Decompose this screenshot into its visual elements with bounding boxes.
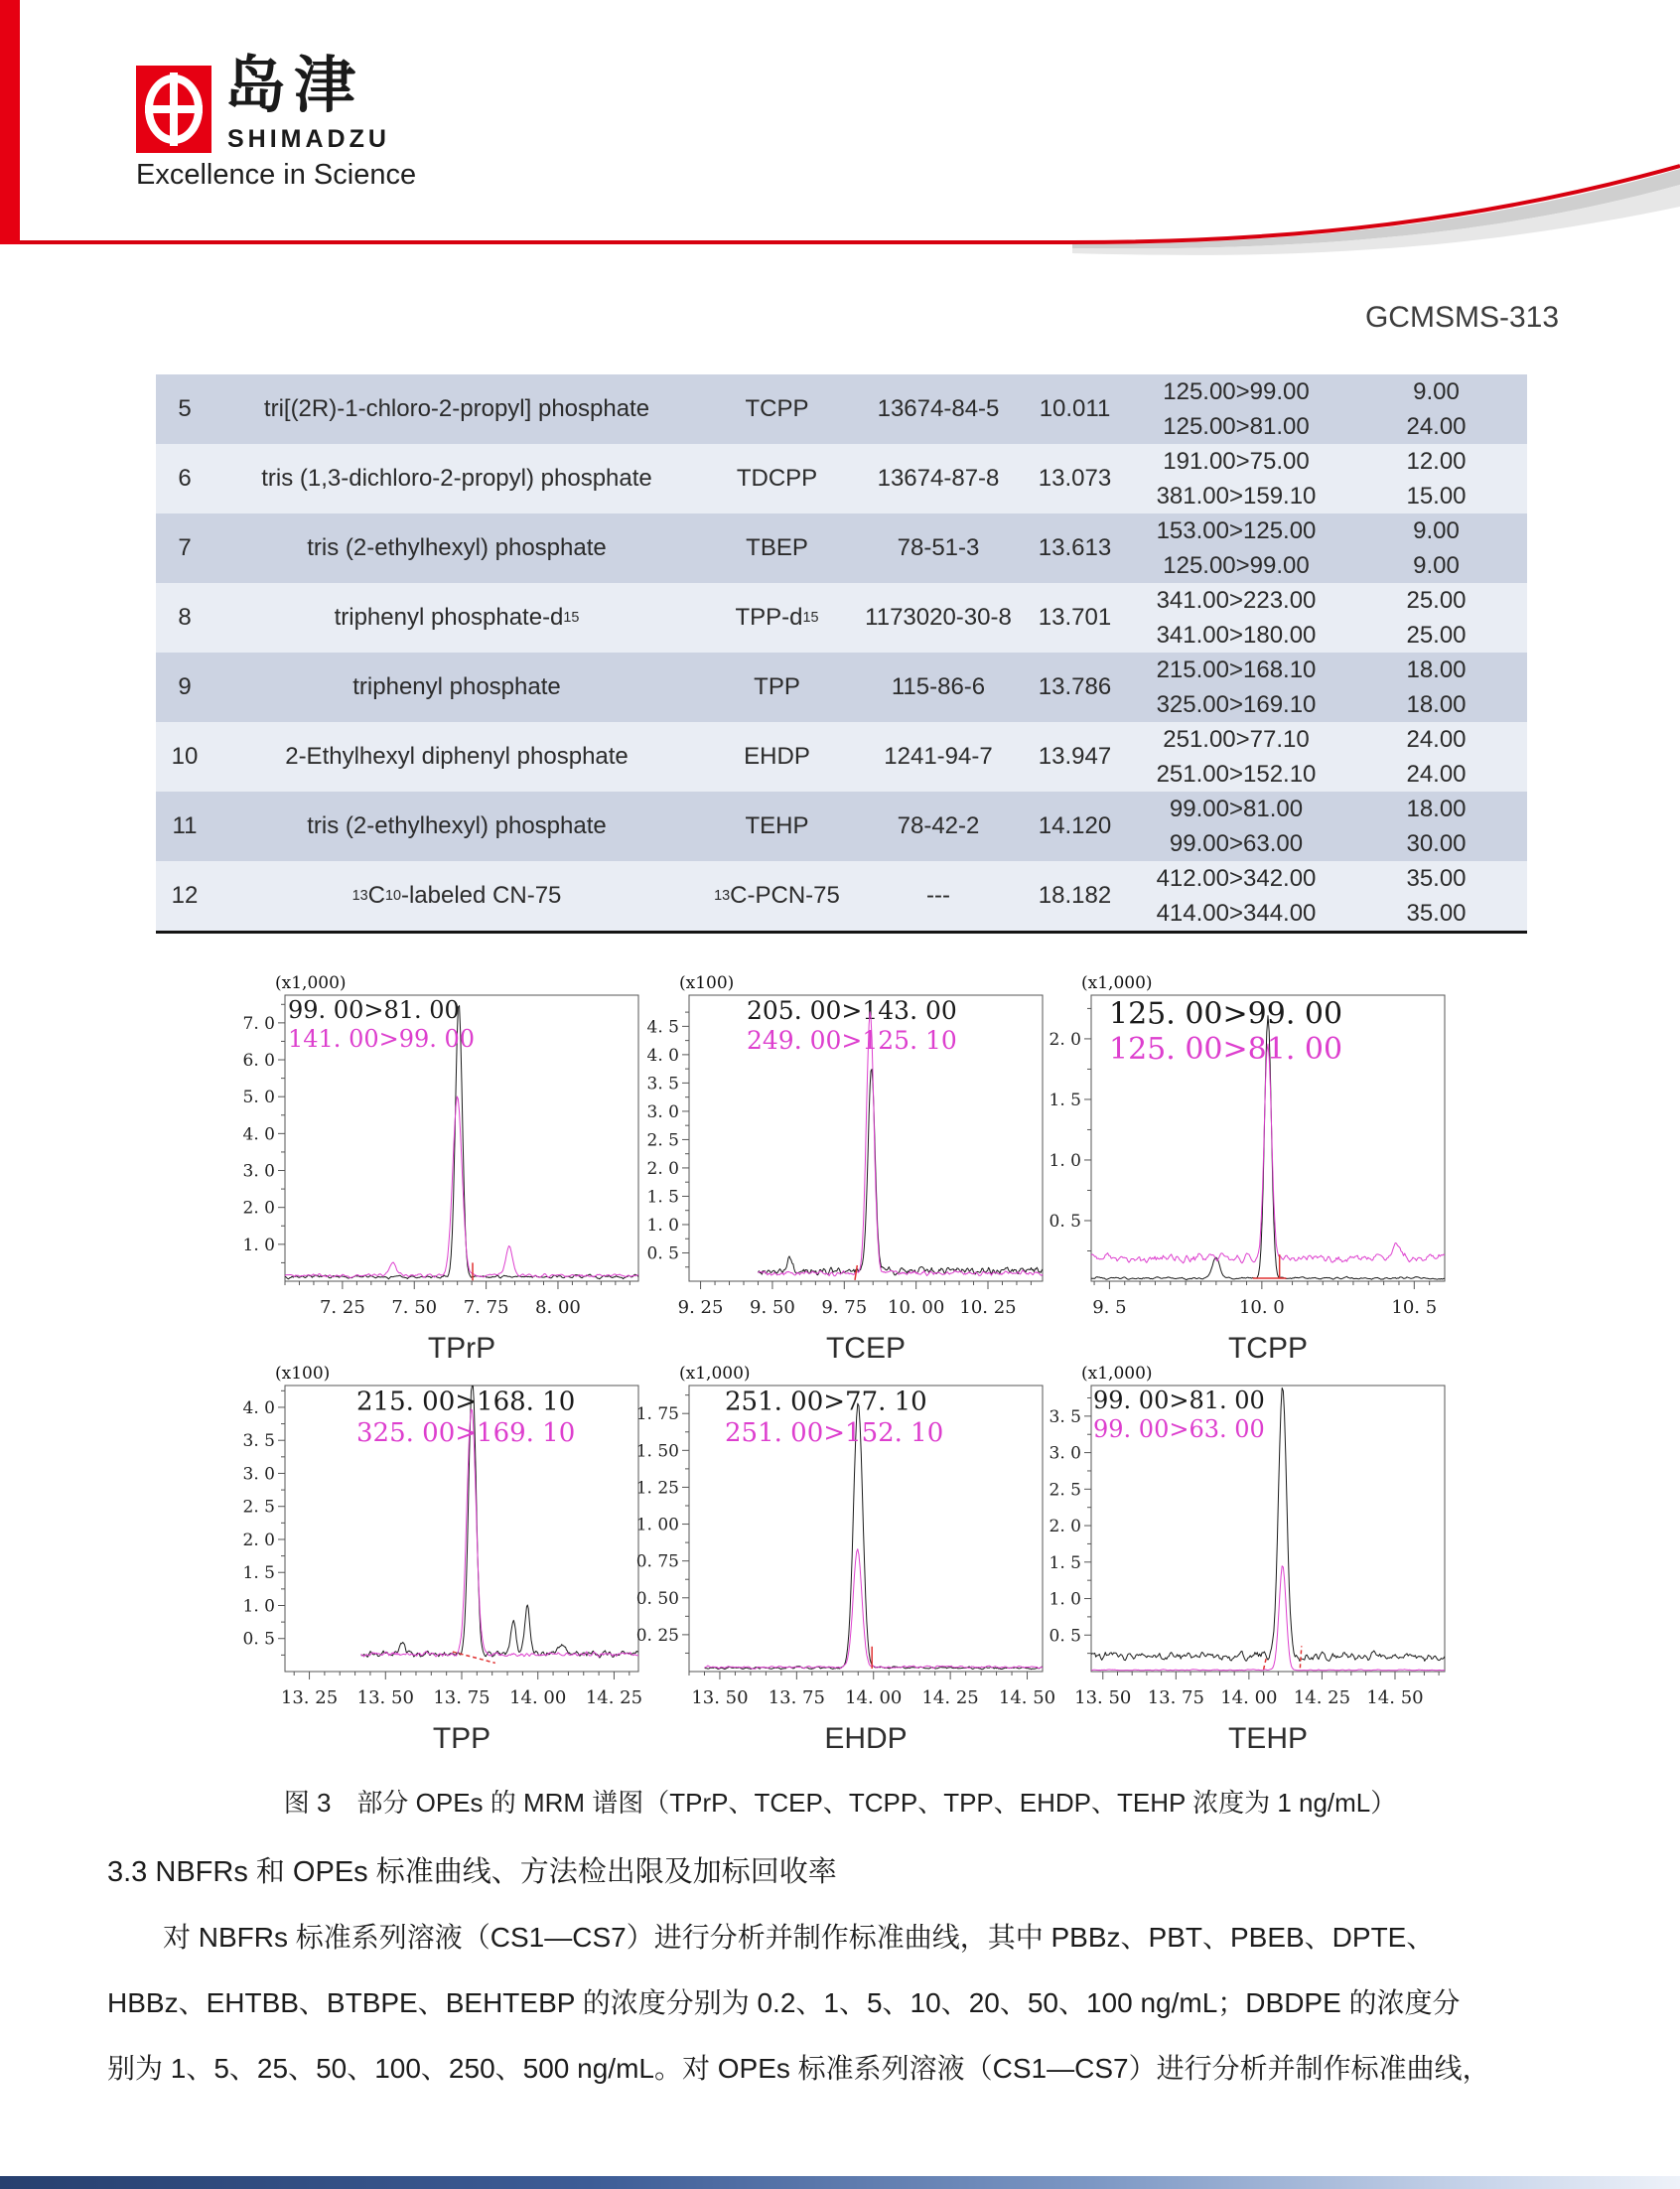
transition-label: 99. 00>81. 00 (1093, 1386, 1265, 1414)
brand-cjk: 岛津 (224, 52, 364, 120)
y-tick-label: 5. 0 (242, 1088, 275, 1108)
transition-label: 125. 00>99. 00 (1109, 996, 1343, 1032)
cell-ce (1345, 653, 1527, 722)
cell-abbreviation: TEHP (745, 812, 809, 839)
trace-qualifier (1091, 1044, 1445, 1263)
cell-mrm (1127, 513, 1345, 583)
cell-abbreviation: TBEP (746, 534, 808, 561)
y-tick-label: 0. 5 (646, 1243, 679, 1264)
cell-mrm (1127, 792, 1345, 861)
cell-cas-number: 78-42-2 (897, 812, 980, 839)
x-tick-label: 13. 75 (433, 1687, 490, 1708)
collision-energy: 35.00 (1406, 865, 1467, 892)
x-tick-label: 13. 50 (1074, 1687, 1132, 1708)
y-tick-label: 2. 5 (646, 1130, 679, 1151)
x-tick-label: 8. 00 (535, 1297, 581, 1318)
mrm-transition: 191.00>75.00 (1163, 448, 1310, 475)
integration-marker (1264, 1657, 1267, 1669)
y-tick-label: 2. 0 (1049, 1517, 1081, 1537)
x-tick-label: 13. 50 (356, 1687, 414, 1708)
x-tick-label: 14. 00 (845, 1687, 903, 1708)
doc-number: GCMSMS-313 (1364, 301, 1559, 334)
x-tick-label: 14. 25 (585, 1687, 643, 1708)
cell-cas-number: 13674-84-5 (877, 395, 1000, 422)
collision-energy: 9.00 (1413, 378, 1460, 405)
body-paragraph (107, 1905, 1587, 2102)
y-tick-label: 2. 0 (242, 1530, 275, 1550)
chromatogram-EHDP (628, 1366, 1054, 1756)
trace-qualifier (1091, 1566, 1445, 1671)
collision-energy: 12.00 (1406, 448, 1467, 475)
axis-scale-label: (x1,000) (275, 975, 347, 993)
transition-label: 99. 00>63. 00 (1093, 1415, 1265, 1443)
paragraph-line: 对 NBFRs 标准系列溶液（CS1—CS7）进行分析并制作标准曲线，其中 PBBz、PBT、PBEB、DPTE、 (107, 1922, 1435, 1953)
chart-title: TCEP (825, 1332, 906, 1365)
brand-tagline: Excellence in Science (136, 159, 417, 191)
collision-energy: 9.00 (1413, 552, 1460, 579)
y-tick-label: 1. 0 (646, 1215, 679, 1236)
cell-compound-name: tris (2-ethylhexyl) phosphate (307, 534, 607, 561)
y-tick-label: 4. 5 (646, 1017, 679, 1038)
cell-compound-name: tris (1,3-dichloro-2-propyl) phosphate (261, 465, 652, 492)
x-tick-label: 14. 25 (921, 1687, 979, 1708)
collision-energy: 24.00 (1406, 726, 1467, 753)
transition-label: 99. 00>81. 00 (288, 995, 460, 1024)
cell-retention-time: 14.120 (1038, 812, 1112, 839)
cell-retention-time: 18.182 (1038, 882, 1112, 909)
cell-abbreviation: TDCPP (736, 465, 818, 492)
x-tick-label: 10. 00 (888, 1297, 945, 1318)
cell-retention-time: 10.011 (1039, 395, 1111, 422)
x-tick-label: 9. 75 (821, 1297, 868, 1318)
mrm-transition: 125.00>81.00 (1163, 413, 1310, 440)
cell-number: 5 (178, 395, 192, 422)
chart-title: TPrP (427, 1332, 496, 1365)
x-tick-label: 13. 50 (691, 1687, 749, 1708)
cell-mrm (1127, 861, 1345, 931)
cell-retention-time: 13.701 (1038, 604, 1112, 631)
table-row (156, 374, 1527, 444)
table-row (156, 653, 1527, 722)
cell-mrm (1127, 653, 1345, 722)
mrm-transition: 325.00>169.10 (1156, 691, 1317, 718)
y-tick-label: 7. 0 (242, 1013, 275, 1034)
paragraph-line: HBBz、EHTBB、BTBPE、BEHTEBP 的浓度分别为 0.2、1、5、10、20、50、100 ng/mL；DBDPE 的浓度分 (107, 1987, 1461, 2018)
y-tick-label: 1. 0 (242, 1596, 275, 1617)
mrm-transition: 215.00>168.10 (1156, 657, 1317, 683)
y-tick-label: 4. 0 (646, 1045, 679, 1066)
cell-mrm (1127, 374, 1345, 444)
y-tick-label: 0. 5 (242, 1629, 275, 1650)
x-tick-label: 14. 25 (1293, 1687, 1351, 1708)
shimadzu-logo-mark-icon (136, 66, 215, 157)
y-tick-label: 3. 5 (1049, 1406, 1081, 1427)
mrm-transition: 412.00>342.00 (1156, 865, 1317, 892)
chart-plot-TCPP (1030, 975, 1457, 1325)
y-tick-label: 3. 0 (242, 1161, 275, 1182)
chart-plot-TCEP (628, 975, 1054, 1325)
chart-title: TPP (432, 1722, 491, 1755)
cell-compound-name: triphenyl phosphate (352, 673, 561, 700)
cell-cas-number: 1173020-30-8 (865, 604, 1012, 631)
cell-abbreviation: TPP (754, 673, 800, 700)
y-tick-label: 1. 5 (1049, 1552, 1081, 1573)
collision-energy: 25.00 (1406, 622, 1467, 649)
cell-compound-name: tris (2-ethylhexyl) phosphate (307, 812, 607, 839)
integration-marker (1300, 1646, 1301, 1668)
paragraph-line: 别为 1、5、25、50、100、250、500 ng/mL。对 OPEs 标准系列溶液（CS1—CS7）进行分析并制作标准曲线， (107, 2053, 1490, 2084)
cell-retention-time: 13.947 (1038, 743, 1112, 770)
x-tick-label: 14. 50 (1366, 1687, 1424, 1708)
y-tick-label: 3. 0 (646, 1101, 679, 1122)
cell-number: 6 (178, 465, 192, 492)
chart-plot-EHDP (628, 1366, 1054, 1715)
cell-mrm (1127, 444, 1345, 513)
mrm-transition: 341.00>223.00 (1156, 587, 1317, 614)
cell-number: 12 (171, 882, 199, 909)
cell-ce (1345, 583, 1527, 653)
cell-ce (1345, 792, 1527, 861)
trace-qualifier (705, 1549, 1044, 1670)
table-row (156, 444, 1527, 513)
cell-abbreviation: TPP-d 15 (735, 604, 819, 631)
x-tick-label: 7. 75 (463, 1297, 509, 1318)
chromatogram-TCEP (628, 975, 1054, 1366)
transition-label: 251. 00>152. 10 (725, 1418, 944, 1448)
chart-plot-TPP (223, 1366, 650, 1715)
transition-label: 125. 00>81. 00 (1109, 1032, 1343, 1067)
x-tick-label: 13. 75 (1147, 1687, 1204, 1708)
chart-title: TCPP (1227, 1332, 1308, 1365)
y-tick-label: 6. 0 (242, 1051, 275, 1072)
y-tick-label: 1. 50 (635, 1441, 679, 1462)
x-tick-label: 14. 00 (509, 1687, 567, 1708)
cell-cas-number: 13674-87-8 (877, 465, 1000, 492)
axis-scale-label: (x100) (679, 975, 735, 993)
axis-scale-label: (x100) (275, 1366, 331, 1384)
y-tick-label: 0. 5 (1049, 1626, 1081, 1647)
axis-scale-label: (x1,000) (1081, 1366, 1153, 1384)
cell-compound-name: 2-Ethylhexyl diphenyl phosphate (285, 743, 629, 770)
x-tick-label: 9. 25 (677, 1297, 724, 1318)
mrm-transition: 251.00>152.10 (1156, 761, 1317, 788)
cell-mrm (1127, 722, 1345, 792)
x-tick-label: 9. 5 (1092, 1297, 1127, 1318)
cell-mrm (1127, 583, 1345, 653)
transition-label: 205. 00>143. 00 (747, 995, 957, 1025)
chart-title: TEHP (1227, 1722, 1308, 1755)
collision-energy: 18.00 (1406, 796, 1467, 822)
cell-ce (1345, 444, 1527, 513)
y-tick-label: 3. 0 (1049, 1443, 1081, 1464)
collision-energy: 18.00 (1406, 691, 1467, 718)
y-tick-label: 0. 75 (635, 1551, 679, 1572)
cell-cas-number: --- (926, 882, 950, 909)
y-tick-label: 1. 5 (1049, 1090, 1081, 1110)
y-tick-label: 4. 0 (242, 1124, 275, 1145)
collision-energy: 24.00 (1406, 761, 1467, 788)
cell-retention-time: 13.073 (1038, 465, 1112, 492)
cell-number: 11 (172, 812, 198, 839)
x-tick-label: 10. 0 (1238, 1297, 1285, 1318)
cell-compound-name: 13 C 10 -labeled CN-75 (351, 882, 562, 909)
axis-scale-label: (x1,000) (679, 1366, 751, 1384)
mrm-transition: 341.00>180.00 (1156, 622, 1317, 649)
chart-title: EHDP (824, 1722, 908, 1755)
brand-wordmark: SHIMADZU (227, 125, 390, 153)
mrm-transition: 251.00>77.10 (1163, 726, 1310, 753)
y-tick-label: 1. 00 (635, 1515, 679, 1535)
y-tick-label: 1. 25 (635, 1478, 679, 1499)
x-tick-label: 10. 5 (1391, 1297, 1438, 1318)
cell-number: 10 (171, 743, 199, 770)
cell-number: 8 (178, 604, 192, 631)
y-tick-label: 4. 0 (242, 1397, 275, 1418)
table-row (156, 792, 1527, 861)
collision-energy: 18.00 (1406, 657, 1467, 683)
y-tick-label: 2. 5 (242, 1497, 275, 1518)
x-tick-label: 7. 50 (391, 1297, 438, 1318)
collision-energy: 24.00 (1406, 413, 1467, 440)
collision-energy: 15.00 (1406, 483, 1467, 510)
collision-energy: 25.00 (1406, 587, 1467, 614)
y-tick-label: 0. 50 (635, 1588, 679, 1609)
transition-label: 325. 00>169. 10 (356, 1418, 576, 1448)
y-tick-label: 3. 5 (242, 1431, 275, 1452)
x-tick-label: 10. 25 (959, 1297, 1017, 1318)
collision-energy: 35.00 (1406, 900, 1467, 927)
figure-caption: 图 3 部分 OPEs 的 MRM 谱图（TPrP、TCEP、TCPP、TPP、EHDP、TEHP 浓度为 1 ng/mL） (283, 1788, 1397, 1818)
y-tick-label: 1. 5 (242, 1563, 275, 1584)
y-tick-label: 1. 0 (1049, 1589, 1081, 1610)
table-row (156, 722, 1527, 792)
table-row (156, 583, 1527, 653)
x-tick-label: 14. 50 (998, 1687, 1054, 1708)
y-tick-label: 3. 5 (646, 1074, 679, 1094)
table-row (156, 513, 1527, 583)
cell-ce (1345, 374, 1527, 444)
y-tick-label: 1. 0 (242, 1235, 275, 1255)
trace-quantifier (759, 1070, 1044, 1275)
y-tick-label: 1. 75 (635, 1404, 679, 1425)
cell-retention-time: 13.786 (1038, 673, 1112, 700)
cell-cas-number: 78-51-3 (897, 534, 980, 561)
y-tick-label: 1. 0 (1049, 1150, 1081, 1171)
cell-cas-number: 115-86-6 (891, 673, 986, 700)
y-tick-label: 1. 5 (646, 1187, 679, 1208)
cell-number: 9 (178, 673, 192, 700)
cell-ce (1345, 861, 1527, 931)
transition-label: 215. 00>168. 10 (356, 1386, 576, 1417)
x-tick-label: 13. 25 (280, 1687, 339, 1708)
collision-energy: 30.00 (1406, 830, 1467, 857)
transition-label: 141. 00>99. 00 (288, 1025, 476, 1053)
y-tick-label: 0. 25 (635, 1625, 679, 1646)
mrm-transition: 381.00>159.10 (1156, 483, 1317, 510)
mrm-transition: 125.00>99.00 (1163, 378, 1310, 405)
cell-compound-name: triphenyl phosphate-d 15 (334, 604, 580, 631)
opes-compound-table (156, 374, 1527, 934)
y-tick-label: 2. 5 (1049, 1480, 1081, 1501)
x-tick-label: 9. 50 (750, 1297, 795, 1318)
chromatogram-TPP (223, 1366, 650, 1756)
section-heading: 3.3 NBFRs 和 OPEs 标准曲线、方法检出限及加标回收率 (107, 1856, 837, 1888)
chart-plot-TPrP (223, 975, 650, 1325)
x-tick-label: 13. 75 (768, 1687, 825, 1708)
y-tick-label: 2. 0 (242, 1198, 275, 1219)
table-row (156, 861, 1527, 931)
mrm-transition: 153.00>125.00 (1156, 517, 1317, 544)
transition-label: 249. 00>125. 10 (747, 1026, 957, 1055)
x-tick-label: 7. 25 (319, 1297, 365, 1318)
trace-qualifier (285, 1096, 638, 1278)
footer-accent-bar (0, 2176, 1680, 2189)
cell-compound-name: tri[(2R)-1-chloro-2-propyl] phosphate (263, 395, 650, 422)
cell-ce (1345, 513, 1527, 583)
chromatogram-TCPP (1030, 975, 1457, 1366)
chromatogram-TPrP (223, 975, 650, 1366)
y-tick-label: 0. 5 (1049, 1211, 1081, 1232)
cell-ce (1345, 722, 1527, 792)
mrm-transition: 99.00>63.00 (1169, 830, 1304, 857)
y-tick-label: 2. 0 (1049, 1029, 1081, 1050)
transition-label: 251. 00>77. 10 (725, 1386, 927, 1417)
collision-energy: 9.00 (1413, 517, 1460, 544)
chart-plot-TEHP (1030, 1366, 1457, 1715)
cell-number: 7 (178, 534, 192, 561)
cell-cas-number: 1241-94-7 (884, 743, 993, 770)
mrm-transition: 414.00>344.00 (1156, 900, 1317, 927)
mrm-transition: 99.00>81.00 (1169, 796, 1304, 822)
mrm-transition: 125.00>99.00 (1163, 552, 1310, 579)
chromatogram-TEHP (1030, 1366, 1457, 1756)
axis-scale-label: (x1,000) (1081, 975, 1153, 993)
cell-abbreviation: TCPP (745, 395, 809, 422)
y-tick-label: 2. 0 (646, 1158, 679, 1179)
cell-retention-time: 13.613 (1038, 534, 1112, 561)
x-tick-label: 14. 00 (1220, 1687, 1278, 1708)
cell-abbreviation: 13 C-PCN-75 (714, 882, 840, 909)
y-tick-label: 3. 0 (242, 1464, 275, 1485)
cell-abbreviation: EHDP (744, 743, 810, 770)
